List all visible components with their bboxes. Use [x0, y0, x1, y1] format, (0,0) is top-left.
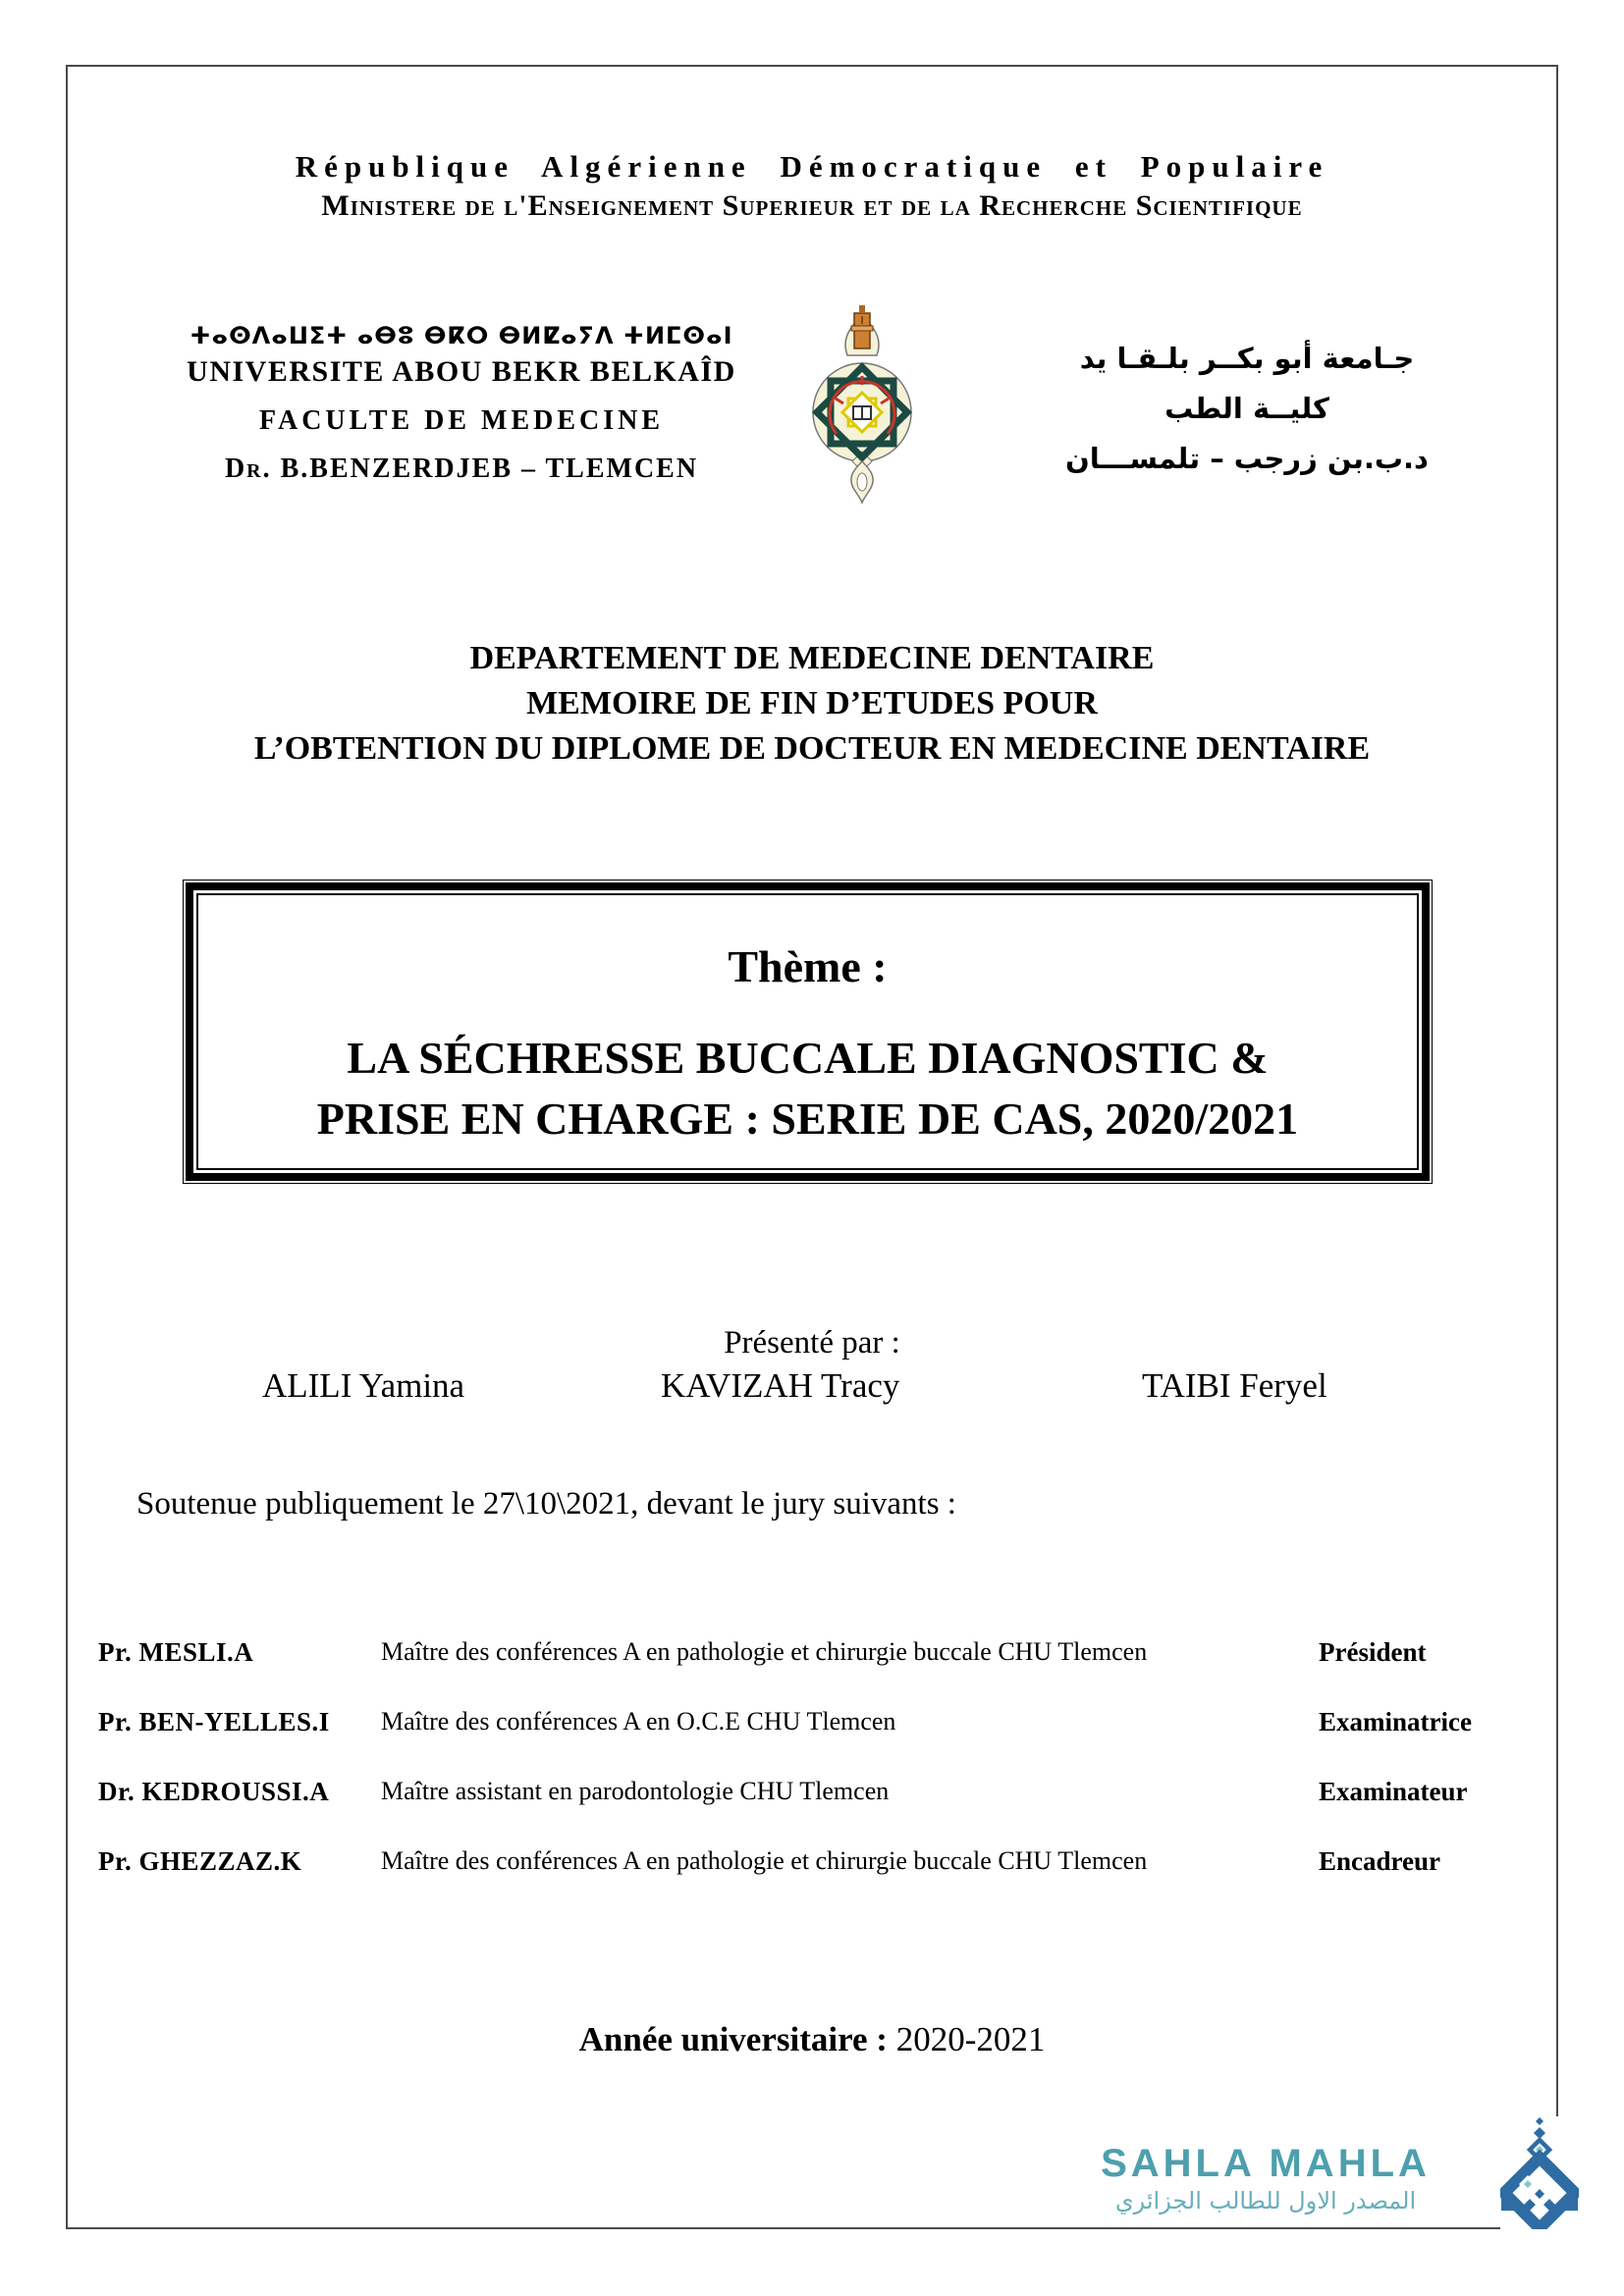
- university-name-tifinagh: ⵜⴰⵙⴷⴰⵡⵉⵜ ⴰⴱⵓ ⴱⴽⵔ ⴱⵍⵇⴰⵢⴷ ⵜⵍⵎⵙⴰⵏ: [189, 322, 733, 349]
- jury-member-title: Maître assistant en parodontologie CHU Tlemcen: [381, 1777, 890, 1805]
- diploma-line: L’OBTENTION DU DIPLOME DE DOCTEUR EN MEDECINE DENTAIRE: [253, 730, 1371, 767]
- university-name-arabic: جـامعة أبو بكــر بلـقـا يد: [1079, 342, 1415, 375]
- university-block-arabic: [1011, 334, 1483, 484]
- university-name: UNIVERSITE ABOU BEKR BELKAÎD: [187, 355, 736, 388]
- jury-row: [98, 1777, 1532, 1816]
- republic-title: République Algérienne Démocratique et Populaire: [295, 149, 1329, 184]
- academic-year-value: 2020-2021: [895, 2020, 1046, 2058]
- author-name-1: ALILI Yamina: [262, 1366, 465, 1405]
- jury-member-title: Maître des conférences A en pathologie et chirurgie buccale CHU Tlemcen: [381, 1637, 1148, 1666]
- faculty-location-arabic: د.ب.بن زرجب – تلمســـان: [1065, 442, 1429, 475]
- faculty-name: FACULTE DE MEDECINE: [258, 405, 665, 436]
- thesis-title-line2: PRISE EN CHARGE : SERIE DE CAS, 2020/2021: [316, 1094, 1299, 1144]
- jury-row: [98, 1846, 1532, 1886]
- theme-label: Thème :: [728, 941, 888, 991]
- jury-member-title: Maître des conférences A en O.C.E CHU Tlemcen: [381, 1707, 896, 1735]
- university-block: [167, 322, 756, 485]
- theme-box: [183, 880, 1433, 1184]
- jury-table: [98, 1637, 1532, 1912]
- jury-member-role: Président: [1319, 1637, 1427, 1667]
- academic-year-line: [0, 2020, 1624, 2059]
- jury-member-name: Pr. BEN-YELLES.I: [98, 1707, 330, 1736]
- ministry-title: Ministere de l'Enseignement Superieur et de la Recherche Scientifique: [321, 189, 1303, 222]
- jury-member-name: Dr. KEDROUSSI.A: [98, 1777, 330, 1806]
- theme-box-inner-border: [196, 893, 1419, 1170]
- author-name-3: TAIBI Feryel: [1142, 1366, 1327, 1405]
- faculty-location: Dr. B.BENZERDJEB – TLEMCEN: [224, 454, 699, 484]
- faculty-name-arabic: كليــة الطب: [1164, 392, 1329, 425]
- author-name-2: KAVIZAH Tracy: [661, 1366, 900, 1405]
- theme-box-middle-border: [186, 882, 1430, 1181]
- watermark-block: [1031, 2142, 1500, 2215]
- jury-member-role: Encadreur: [1319, 1846, 1441, 1876]
- jury-member-name: Pr. MESLI.A: [98, 1637, 254, 1667]
- kufic-knot-ornament-icon: [1500, 2116, 1579, 2229]
- jury-member-name: Pr. GHEZZAZ.K: [98, 1846, 302, 1876]
- department-line: DEPARTEMENT DE MEDECINE DENTAIRE: [469, 640, 1155, 676]
- presented-by-label: Présenté par :: [724, 1325, 900, 1361]
- memoir-line: MEMOIRE DE FIN D’ETUDES POUR: [526, 685, 1098, 721]
- watermark-brand-name: SAHLA MAHLA: [1101, 2142, 1431, 2185]
- thesis-title: [198, 1028, 1417, 1149]
- jury-row: [98, 1707, 1532, 1746]
- academic-year-label: Année universitaire :: [578, 2020, 888, 2058]
- defense-date-line: Soutenue publiquement le 27\10\2021, devant le jury suivants :: [136, 1486, 956, 1522]
- jury-member-role: Examinateur: [1319, 1777, 1468, 1806]
- jury-member-role: Examinatrice: [1319, 1707, 1472, 1736]
- university-emblem-icon: [807, 304, 917, 505]
- jury-member-title: Maître des conférences A en pathologie et chirurgie buccale CHU Tlemcen: [381, 1846, 1148, 1875]
- watermark-tagline-arabic: المصدر الاول للطالب الجزائري: [1114, 2187, 1417, 2215]
- thesis-title-line1: LA SÉCHRESSE BUCCALE DIAGNOSTIC &: [347, 1033, 1269, 1083]
- jury-row: [98, 1637, 1532, 1677]
- department-block: [0, 636, 1624, 772]
